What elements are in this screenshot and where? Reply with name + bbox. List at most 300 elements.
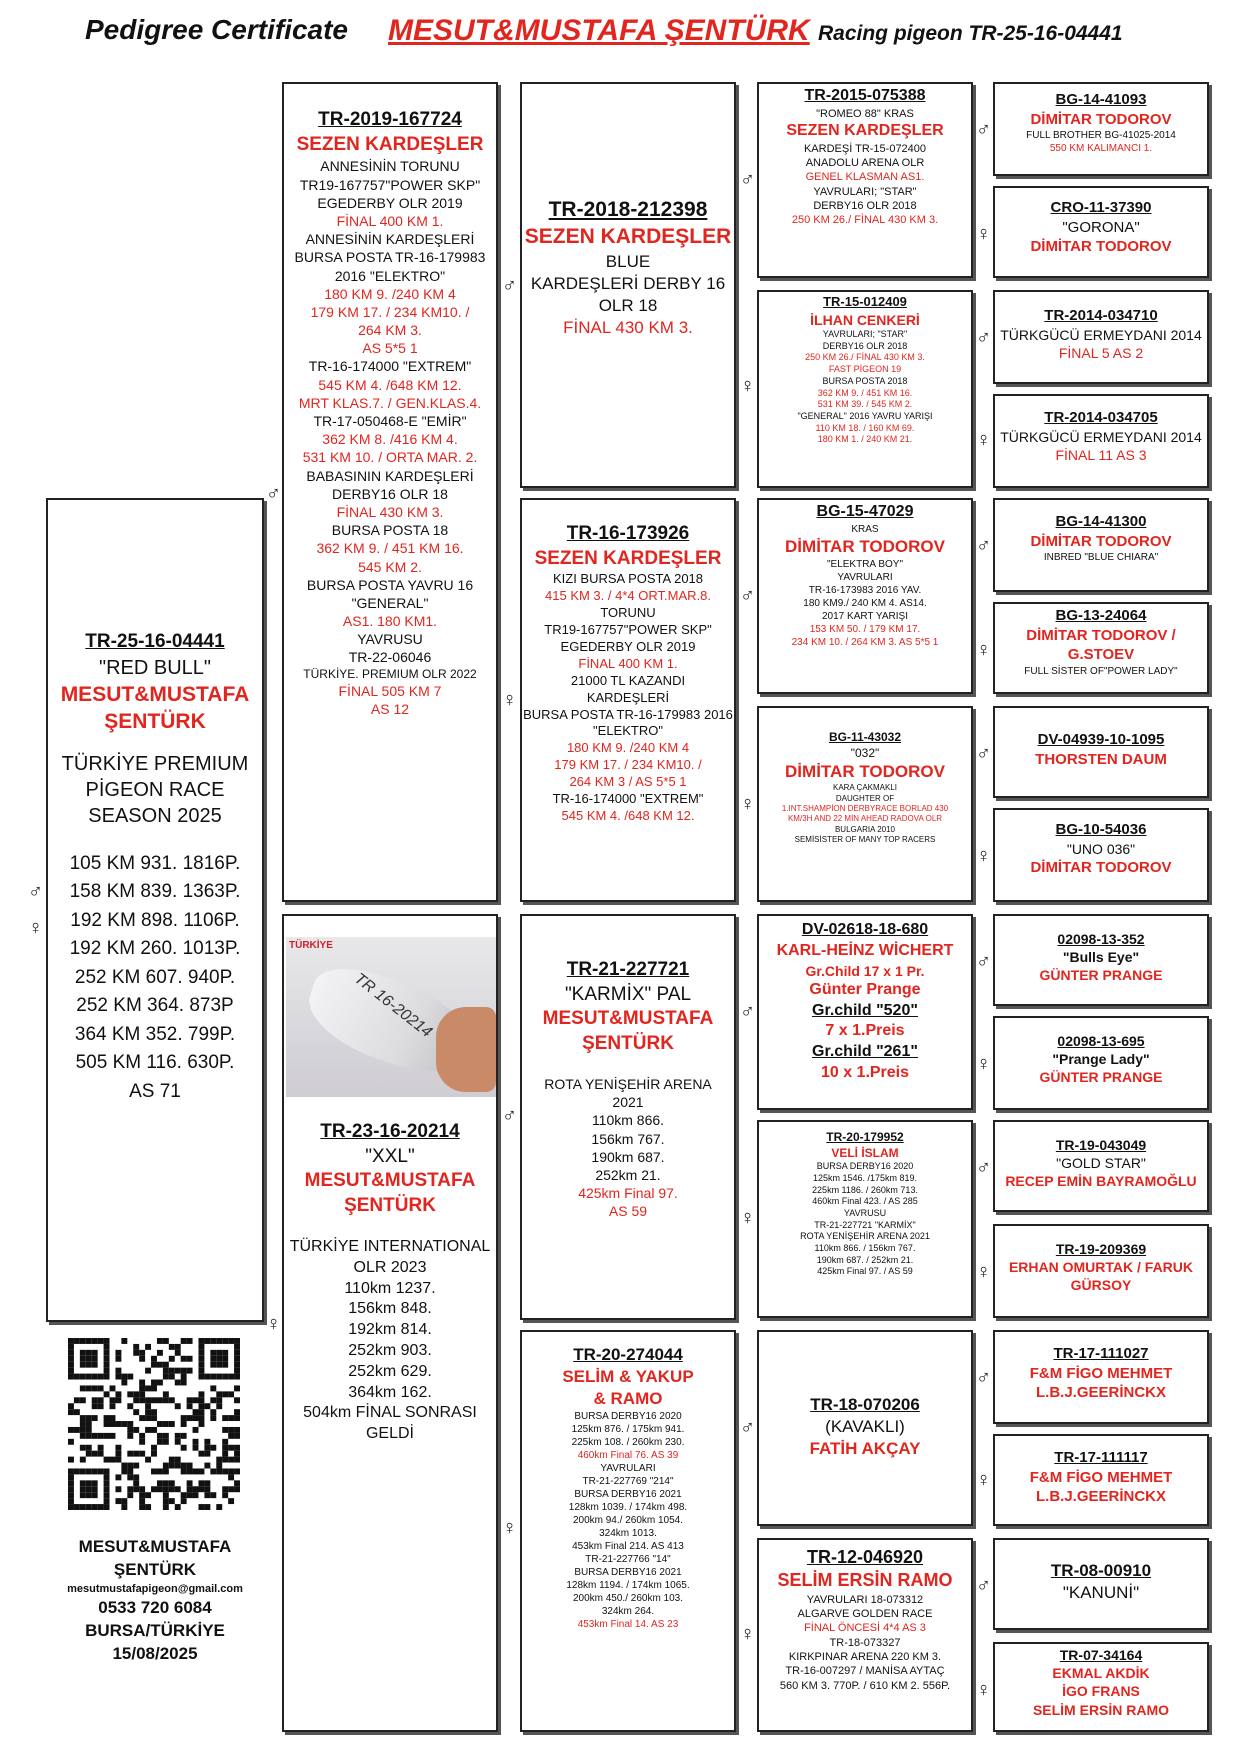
- pedigree-line: DERBY16 OLR 2018: [813, 200, 917, 213]
- pedigree-line: 453km Final 214. AS 413: [572, 1541, 684, 1553]
- qr-module: [92, 1415, 98, 1421]
- pedigree-line: "KARMİX" PAL: [564, 983, 692, 1005]
- dds-box: [757, 1330, 973, 1526]
- qr-module: [216, 1463, 222, 1469]
- pedigree-line: 531 KM 39. / 545 KM 2.: [817, 399, 913, 410]
- qr-module: [204, 1445, 210, 1451]
- qr-module: [204, 1492, 210, 1498]
- pedigree-line: 125km 876. / 175km 941.: [571, 1424, 685, 1436]
- qr-module: [139, 1350, 145, 1356]
- qr-module: [104, 1433, 110, 1439]
- ring-number: BG-10-54036: [1055, 821, 1147, 838]
- qr-module: [181, 1374, 187, 1380]
- gggp-11-box: [993, 1120, 1209, 1212]
- qr-module: [222, 1338, 228, 1344]
- qr-module: [175, 1486, 181, 1492]
- pedigree-line: [522, 1057, 734, 1075]
- pedigree-line: TR-18-073327: [829, 1636, 901, 1649]
- qr-module: [127, 1492, 133, 1498]
- pedigree-line: FİNAL 400 KM 1.: [578, 655, 678, 671]
- qr-module: [115, 1451, 121, 1457]
- qr-module: [181, 1433, 187, 1439]
- pedigree-line: 234 KM 10. / 264 KM 3. AS 5*5 1: [791, 636, 939, 648]
- qr-module: [104, 1421, 110, 1427]
- female-symbol: ♀: [976, 1679, 991, 1701]
- qr-module: [193, 1486, 199, 1492]
- pedigree-line: THORSTEN DAUM: [1035, 750, 1167, 768]
- pedigree-line: 156km 848.: [348, 1300, 432, 1318]
- qr-module: [86, 1433, 92, 1439]
- qr-module: [169, 1498, 175, 1504]
- qr-module: [228, 1427, 234, 1433]
- qr-module: [234, 1457, 240, 1463]
- qr-module: [145, 1344, 151, 1350]
- qr-module: [234, 1433, 240, 1439]
- female-symbol: ♀: [740, 793, 755, 815]
- qr-module: [157, 1468, 163, 1474]
- qr-module: [187, 1486, 193, 1492]
- qr-module: [181, 1421, 187, 1427]
- pedigree-line: "KANUNİ": [1062, 1583, 1140, 1603]
- pedigree-line: FİNAL ÖNCESİ 4*4 AS 3: [804, 1622, 926, 1635]
- qr-module: [204, 1439, 210, 1445]
- pedigree-line: ALGARVE GOLDEN RACE: [797, 1608, 933, 1621]
- qr-module: [133, 1350, 139, 1356]
- qr-module: [187, 1403, 193, 1409]
- qr-module: [151, 1409, 157, 1415]
- pedigree-line: DİMİTAR TODOROV: [1030, 238, 1172, 255]
- ring-number: 02098-13-352: [1057, 931, 1145, 947]
- pedigree-line: TÜRKİYE INTERNATIONAL: [289, 1237, 491, 1255]
- ring-number: 02098-13-695: [1057, 1033, 1145, 1049]
- pedigree-line: "XXL": [365, 1145, 415, 1167]
- qr-module: [222, 1427, 228, 1433]
- ring-number: BG-15-47029: [816, 503, 914, 520]
- pedigree-line: FULL SİSTER OF"POWER LADY": [1024, 665, 1178, 677]
- subject-result-line: 105 KM 931. 1816P.: [69, 852, 241, 874]
- qr-module: [133, 1451, 139, 1457]
- gggp-5-box: [993, 498, 1209, 592]
- qr-module: [216, 1457, 222, 1463]
- qr-module: [92, 1451, 98, 1457]
- qr-module: [222, 1415, 228, 1421]
- qr-module: [68, 1486, 74, 1492]
- pedigree-line: 252km 629.: [348, 1362, 432, 1380]
- qr-module: [151, 1385, 157, 1391]
- subject-result-line: 252 KM 607. 940P.: [74, 966, 236, 988]
- qr-module: [222, 1356, 228, 1362]
- pedigree-line: FATİH AKÇAY: [809, 1439, 921, 1459]
- qr-module: [228, 1338, 234, 1344]
- qr-module: [157, 1362, 163, 1368]
- pedigree-line: GELDİ: [365, 1425, 414, 1443]
- qr-module: [204, 1403, 210, 1409]
- male-symbol: ♂: [502, 275, 517, 297]
- pedigree-line: [284, 1219, 496, 1237]
- subject-race-line3: SEASON 2025: [88, 804, 222, 827]
- qr-module: [86, 1362, 92, 1368]
- qr-module: [92, 1480, 98, 1486]
- qr-module: [80, 1397, 86, 1403]
- pedigree-line: KRAS: [851, 523, 879, 535]
- pedigree-line: YAVRULARI; "STAR": [822, 329, 908, 340]
- qr-module: [198, 1338, 204, 1344]
- qr-module: [151, 1486, 157, 1492]
- pedigree-line: TR-21-227721 "KARMİX": [814, 1219, 916, 1230]
- qr-module: [169, 1397, 175, 1403]
- qr-module: [68, 1338, 74, 1344]
- qr-module: [169, 1374, 175, 1380]
- pedigree-line: L.B.J.GEERİNCKX: [1035, 1384, 1167, 1401]
- qr-module: [92, 1504, 98, 1510]
- qr-module: [68, 1504, 74, 1510]
- pedigree-line: ROTA YENİŞEHİR ARENA: [544, 1075, 712, 1092]
- pedigree-line: YAVRUSU: [357, 631, 423, 648]
- qr-module: [127, 1427, 133, 1433]
- pedigree-line: TÜRKGÜCÜ ERMEYDANI 2014: [1000, 326, 1202, 343]
- qr-module: [133, 1474, 139, 1480]
- pedigree-line: 550 KM KALIMANCI 1.: [1049, 143, 1153, 154]
- qr-module: [145, 1385, 151, 1391]
- qr-module: [68, 1350, 74, 1356]
- qr-module: [133, 1391, 139, 1397]
- ring-number: TR-08-00910: [1050, 1561, 1152, 1580]
- qr-module: [228, 1486, 234, 1492]
- qr-module: [86, 1486, 92, 1492]
- qr-module: [210, 1415, 216, 1421]
- qr-module: [127, 1463, 133, 1469]
- pedigree-line: 153 KM 50. / 179 KM 17.: [809, 623, 921, 635]
- pedigree-line: BURSA POSTA TR-16-179983: [294, 249, 486, 266]
- pedigree-line: GENEL KLASMAN AS1.: [805, 171, 925, 184]
- qr-module: [139, 1397, 145, 1403]
- qr-module: [193, 1427, 199, 1433]
- subject-result-line: 364 KM 352. 799P.: [74, 1023, 236, 1045]
- male-symbol: ♂: [976, 951, 991, 973]
- qr-module: [80, 1480, 86, 1486]
- pedigree-line: DERBY16 OLR 2018: [822, 340, 908, 351]
- pedigree-line: BULGARIA 2010: [834, 824, 896, 834]
- subject-ring: TR-25-16-04441: [85, 631, 225, 652]
- qr-module: [115, 1391, 121, 1397]
- pedigree-line: 190km 687. / 252km 21.: [816, 1254, 914, 1265]
- qr-module: [151, 1427, 157, 1433]
- qr-module: [157, 1486, 163, 1492]
- pedigree-line: "GENERAL" 2016 YAVRU YARIŞI: [797, 410, 933, 421]
- pedigree-line: 250 KM 26./ FİNAL 430 KM 3.: [805, 352, 925, 363]
- qr-module: [204, 1451, 210, 1457]
- qr-module: [68, 1409, 74, 1415]
- qr-module: [198, 1397, 204, 1403]
- ring-number: BG-13-24064: [1055, 607, 1147, 624]
- contact-name-line2: ŞENTÜRK: [113, 1559, 197, 1579]
- qr-module: [193, 1415, 199, 1421]
- pedigree-line: 504km FİNAL SONRASI: [303, 1404, 477, 1422]
- qr-module: [92, 1374, 98, 1380]
- qr-module: [127, 1391, 133, 1397]
- qr-module: [198, 1504, 204, 1510]
- pedigree-line: 2021: [612, 1094, 644, 1111]
- pedigree-line: TORUNU: [600, 605, 656, 621]
- qr-module: [115, 1421, 121, 1427]
- qr-module: [234, 1385, 240, 1391]
- pedigree-line: TÜRKGÜCÜ ERMEYDANI 2014: [1000, 428, 1202, 445]
- pedigree-line: DİMİTAR TODOROV: [785, 762, 945, 782]
- pedigree-line: "Prange Lady": [1052, 1051, 1150, 1068]
- female-symbol: ♀: [502, 1517, 517, 1539]
- qr-module: [104, 1486, 110, 1492]
- qr-module: [98, 1468, 104, 1474]
- pedigree-line: "GENERAL": [351, 594, 429, 611]
- qr-module: [163, 1480, 169, 1486]
- qr-module: [198, 1356, 204, 1362]
- pedigree-line: 545 KM 4. /648 KM 12.: [561, 807, 695, 823]
- pedigree-line: 252km 21.: [595, 1166, 661, 1183]
- contact-block: [48, 1536, 262, 1666]
- ring-number: TR-20-179952: [826, 1130, 904, 1144]
- qr-module: [68, 1439, 74, 1445]
- qr-module: [127, 1486, 133, 1492]
- pedigree-line: 179 KM 17. / 234 KM10. /: [554, 757, 702, 773]
- ring-number: DV-04939-10-1095: [1037, 731, 1165, 748]
- female-symbol: ♀: [976, 845, 991, 867]
- qr-module: [169, 1356, 175, 1362]
- pedigree-line: SELİM ERSİN RAMO: [1032, 1701, 1170, 1718]
- pedigree-line: 460km Final 76. AS 39: [577, 1450, 679, 1462]
- qr-module: [234, 1427, 240, 1433]
- qr-module: [234, 1445, 240, 1451]
- pedigree-line: FAST PİGEON 19: [828, 364, 902, 375]
- pedigree-line: 156km 767.: [591, 1130, 665, 1147]
- female-symbol: ♀: [740, 1207, 755, 1229]
- qr-module: [198, 1468, 204, 1474]
- qr-module: [198, 1374, 204, 1380]
- pedigree-line: SEZEN KARDEŞLER: [296, 133, 484, 155]
- qr-module: [104, 1350, 110, 1356]
- pedigree-line: 264 KM 3 / AS 5*5 1: [569, 774, 687, 790]
- subject-owner-line1: MESUT&MUSTAFA: [60, 682, 250, 706]
- pedigree-line: 110km 866. / 156km 767.: [814, 1243, 916, 1253]
- hand-image: [436, 1007, 496, 1092]
- ring-number: TR-19-043049: [1055, 1137, 1147, 1153]
- qr-module: [216, 1403, 222, 1409]
- female-symbol: ♀: [976, 639, 991, 661]
- pedigree-line: SEMİSİSTER OF MANY TOP RACERS: [794, 835, 936, 845]
- pedigree-line: 200km 94./ 260km 1054.: [572, 1515, 684, 1527]
- pedigree-line: TR-21-227766 "14": [585, 1554, 671, 1566]
- qr-module: [163, 1468, 169, 1474]
- pedigree-line: 453km Final 14. AS 23: [577, 1619, 679, 1631]
- qr-module: [163, 1374, 169, 1380]
- qr-module: [74, 1374, 80, 1380]
- pedigree-line: 110km 866.: [591, 1112, 665, 1129]
- contact-name-line1: MESUT&MUSTAFA: [78, 1537, 232, 1556]
- qr-module: [139, 1433, 145, 1439]
- pedigree-line: DAUGHTER OF: [835, 793, 895, 803]
- pedigree-line: YAVRULARI; "STAR": [813, 185, 917, 198]
- qr-module: [234, 1486, 240, 1492]
- qr-module: [151, 1362, 157, 1368]
- gggp-3-box: [993, 290, 1209, 384]
- pedigree-line: ŞENTÜRK: [344, 1195, 436, 1217]
- pedigree-line: AS 5*5 1: [362, 340, 418, 357]
- qr-module: [204, 1504, 210, 1510]
- qr-module: [204, 1486, 210, 1492]
- pedigree-line: MESUT&MUSTAFA: [542, 1008, 714, 1030]
- pedigree-line: L.B.J.GEERİNCKX: [1035, 1488, 1167, 1505]
- qr-module: [198, 1403, 204, 1409]
- pedigree-line: RECEP EMİN BAYRAMOĞLU: [1005, 1173, 1197, 1190]
- pedigree-line: G.STOEV: [1067, 646, 1135, 663]
- pedigree-line: DİMİTAR TODOROV: [1030, 110, 1172, 128]
- qr-module: [80, 1356, 86, 1362]
- qr-module: [163, 1368, 169, 1374]
- gggp-7-box: [993, 706, 1209, 798]
- qr-module: [210, 1385, 216, 1391]
- pedigree-line: İLHAN CENKERİ: [810, 311, 920, 328]
- ring-number: TR-2019-167724: [318, 109, 462, 130]
- qr-module: [115, 1350, 121, 1356]
- qr-module: [115, 1457, 121, 1463]
- qr-module: [216, 1350, 222, 1356]
- ring-number: TR-2018-212398: [548, 198, 708, 221]
- pedigree-line: TR-17-050468-E "EMİR": [313, 413, 467, 429]
- pedigree-line: TÜRKİYE. PREMIUM OLR 2022: [303, 666, 477, 681]
- subject-result-line: 192 KM 260. 1013P.: [69, 938, 241, 960]
- male-symbol: ♂: [740, 169, 755, 191]
- pedigree-line: 128km 1039. / 174km 498.: [568, 1502, 688, 1514]
- pedigree-line: TR-16-174000 "EXTREM": [552, 790, 704, 806]
- qr-module: [133, 1427, 139, 1433]
- pedigree-line: & RAMO: [593, 1389, 663, 1409]
- qr-module: [222, 1362, 228, 1368]
- qr-module: [80, 1457, 86, 1463]
- pedigree-line: BABASININ KARDEŞLERİ: [306, 467, 474, 484]
- male-symbol: ♂: [502, 1105, 517, 1127]
- pigeon-photo: [286, 937, 496, 1097]
- qr-module: [151, 1380, 157, 1386]
- qr-module: [175, 1380, 181, 1386]
- pedigree-line: "032": [850, 745, 880, 760]
- qr-module: [80, 1385, 86, 1391]
- qr-module: [181, 1338, 187, 1344]
- qr-module: [127, 1451, 133, 1457]
- pedigree-line: YAVRULARI 18-073312: [806, 1593, 924, 1606]
- male-symbol: ♂: [976, 1367, 991, 1389]
- qr-module: [151, 1468, 157, 1474]
- qr-module: [222, 1445, 228, 1451]
- qr-module: [92, 1492, 98, 1498]
- qr-module: [104, 1356, 110, 1362]
- qr-module: [68, 1427, 74, 1433]
- gggp-2-box: [993, 186, 1209, 278]
- qr-module: [139, 1498, 145, 1504]
- qr-module: [175, 1403, 181, 1409]
- qr-module: [86, 1385, 92, 1391]
- pedigree-line: F&M FİGO MEHMET: [1029, 1468, 1173, 1486]
- female-symbol: ♀: [976, 223, 991, 245]
- qr-module: [175, 1439, 181, 1445]
- qr-module: [115, 1498, 121, 1504]
- qr-module: [86, 1468, 92, 1474]
- qr-module: [68, 1403, 74, 1409]
- qr-module: [222, 1391, 228, 1397]
- qr-module: [210, 1445, 216, 1451]
- qr-module: [157, 1439, 163, 1445]
- pedigree-line: DİMİTAR TODOROV: [1030, 532, 1172, 550]
- qr-module: [145, 1504, 151, 1510]
- qr-module: [74, 1338, 80, 1344]
- qr-module: [163, 1486, 169, 1492]
- qr-module: [104, 1498, 110, 1504]
- qr-module: [228, 1374, 234, 1380]
- qr-module: [228, 1415, 234, 1421]
- qr-module: [210, 1468, 216, 1474]
- qr-module: [181, 1498, 187, 1504]
- qr-module: [92, 1350, 98, 1356]
- gggp-16-box: [993, 1642, 1209, 1732]
- qr-module: [104, 1504, 110, 1510]
- pedigree-line: 225km 108. / 260km 230.: [571, 1437, 685, 1449]
- qr-module: [198, 1415, 204, 1421]
- qr-module: [145, 1397, 151, 1403]
- qr-module: [169, 1368, 175, 1374]
- pedigree-line: 250 KM 26./ FİNAL 430 KM 3.: [791, 214, 939, 227]
- pedigree-line: 110km 1237.: [344, 1279, 436, 1297]
- qr-module: [151, 1356, 157, 1362]
- qr-module: [104, 1368, 110, 1374]
- qr-module: [169, 1421, 175, 1427]
- pedigree-line: BURSA DERBY16 2020: [574, 1411, 682, 1423]
- contact-email: mesutmustafapigeon@gmail.com: [67, 1582, 243, 1595]
- qr-module: [222, 1486, 228, 1492]
- subject-owner-line2: ŞENTÜRK: [104, 709, 206, 733]
- photo-brand-tag: TÜRKİYE: [289, 940, 333, 951]
- male-symbol: ♂: [266, 483, 281, 505]
- qr-module: [115, 1374, 121, 1380]
- pedigree-line: KM/3H AND 22 MİN AHEAD RADOVA OLR: [787, 814, 943, 824]
- pedigree-line: 200km 450./ 260km 103.: [572, 1593, 684, 1605]
- gggp-6-box: [993, 602, 1209, 694]
- dam-dam-box: [520, 1330, 736, 1732]
- qr-module: [163, 1421, 169, 1427]
- qr-module: [139, 1486, 145, 1492]
- pedigree-line: 545 KM 4. /648 KM 12.: [318, 376, 462, 393]
- qr-module: [121, 1498, 127, 1504]
- pedigree-line: 180 KM 9. /240 KM 4: [324, 285, 456, 302]
- pedigree-line: INBRED "BLUE CHIARA": [1043, 552, 1159, 563]
- female-symbol: ♀: [502, 689, 517, 711]
- qr-module: [157, 1433, 163, 1439]
- pedigree-line: FİNAL 5 AS 2: [1058, 344, 1144, 361]
- contact-phone: 0533 720 6084: [98, 1597, 212, 1617]
- qr-module: [234, 1338, 240, 1344]
- qr-module: [139, 1356, 145, 1362]
- qr-module: [80, 1504, 86, 1510]
- qr-module: [139, 1504, 145, 1510]
- male-symbol: ♂: [976, 1157, 991, 1179]
- qr-module: [198, 1391, 204, 1397]
- qr-module: [222, 1451, 228, 1457]
- pedigree-line: KARA ÇAKMAKLI: [832, 783, 898, 793]
- qr-module: [86, 1356, 92, 1362]
- qr-module: [80, 1492, 86, 1498]
- qr-module: [104, 1391, 110, 1397]
- qr-module: [169, 1457, 175, 1463]
- qr-module: [169, 1486, 175, 1492]
- qr-module: [163, 1439, 169, 1445]
- pedigree-line: EKMAL AKDİK: [1052, 1665, 1150, 1682]
